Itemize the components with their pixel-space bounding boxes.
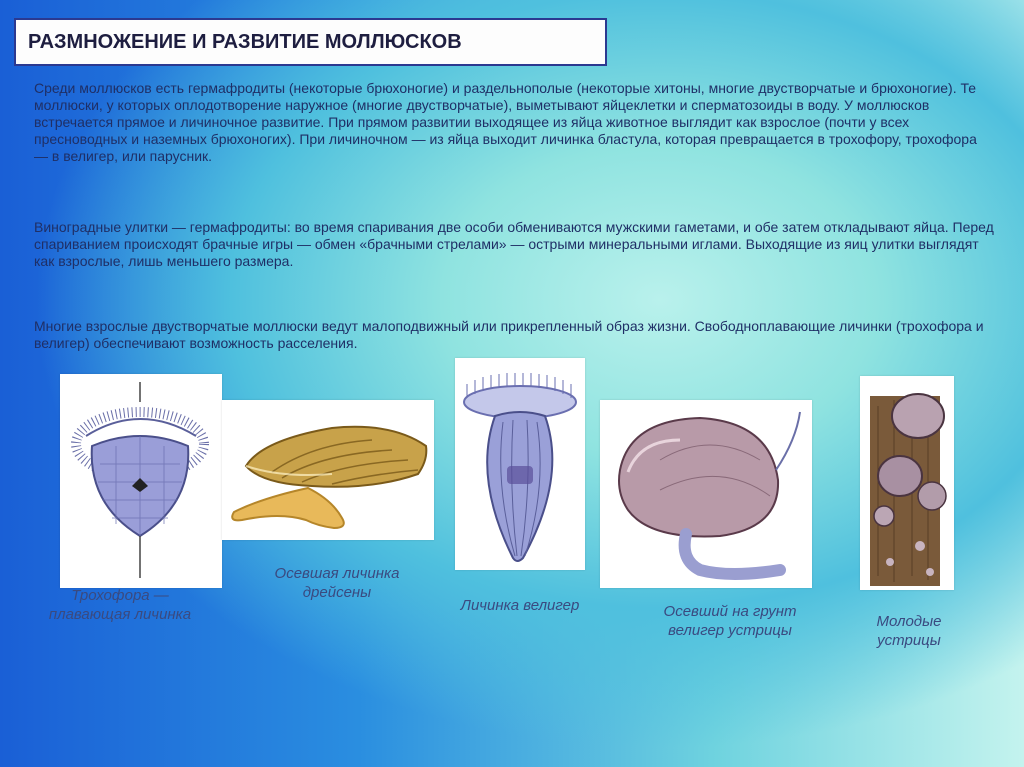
oyster-veliger-drawing — [600, 400, 812, 588]
grape-snail-paragraph: Виноградные улитки — гермафродиты: во время спаривания две особи обмениваются мужскими гаметами, и обе затем откладывают яйца. Перед спариванием происходят брачные игры — обмен «брачными стрелами» — острыми минеральными иглами. Выходящие из яиц улитки выглядят как взрослые, лишь меньшего размера. — [34, 219, 994, 269]
oyster-veliger-illustration — [600, 400, 812, 588]
trochophore-drawing — [60, 374, 222, 588]
trochophore-caption: Трохофора — плавающая личинка — [48, 587, 192, 623]
veliger-illustration — [455, 358, 585, 570]
veliger-caption: Личинка велигер — [460, 597, 580, 614]
dreissena-caption: Осевшая личинка дрейсены — [274, 565, 400, 601]
dreissena-drawing — [222, 400, 434, 540]
oyster-veliger-caption: Осевший на грунт велигер устрицы — [663, 603, 797, 639]
young-oysters-caption: Молодые устрицы — [876, 613, 942, 649]
trochophore-illustration — [60, 374, 222, 588]
veliger-drawing — [455, 358, 585, 570]
bivalve-larvae-paragraph: Многие взрослые двустворчатые моллюски ведут малоподвижный или прикрепленный образ жизни. Свободноплавающие личинки (трохофора и велигер) обеспечивают возможность расселения. — [34, 318, 984, 351]
dreissena-illustration — [222, 400, 434, 540]
slide-title: РАЗМНОЖЕНИЕ И РАЗВИТИЕ МОЛЛЮСКОВ — [14, 18, 607, 66]
intro-paragraph: Среди моллюсков есть гермафродиты (некоторые брюхоногие) и раздельнополые (некоторые хитоны, многие двустворчатые и брюхоногие). Те моллюски, у которых оплодотворение наружное (многие двустворчатые), выметывают яйцеклетки и сперматозоиды в воду. У моллюсков встречается прямое и личиночное развитие. При прямом развитии выходящее из яйца животное выглядит как взрослое (почти у всех пресноводных и наземных брюхоногих). При личиночном — из яйца выходит личинка бластула, которая превращается в трохофору, трохофора — в велигер, или парусник. — [34, 80, 977, 164]
young-oysters-drawing — [860, 376, 954, 590]
young-oysters-illustration — [860, 376, 954, 590]
